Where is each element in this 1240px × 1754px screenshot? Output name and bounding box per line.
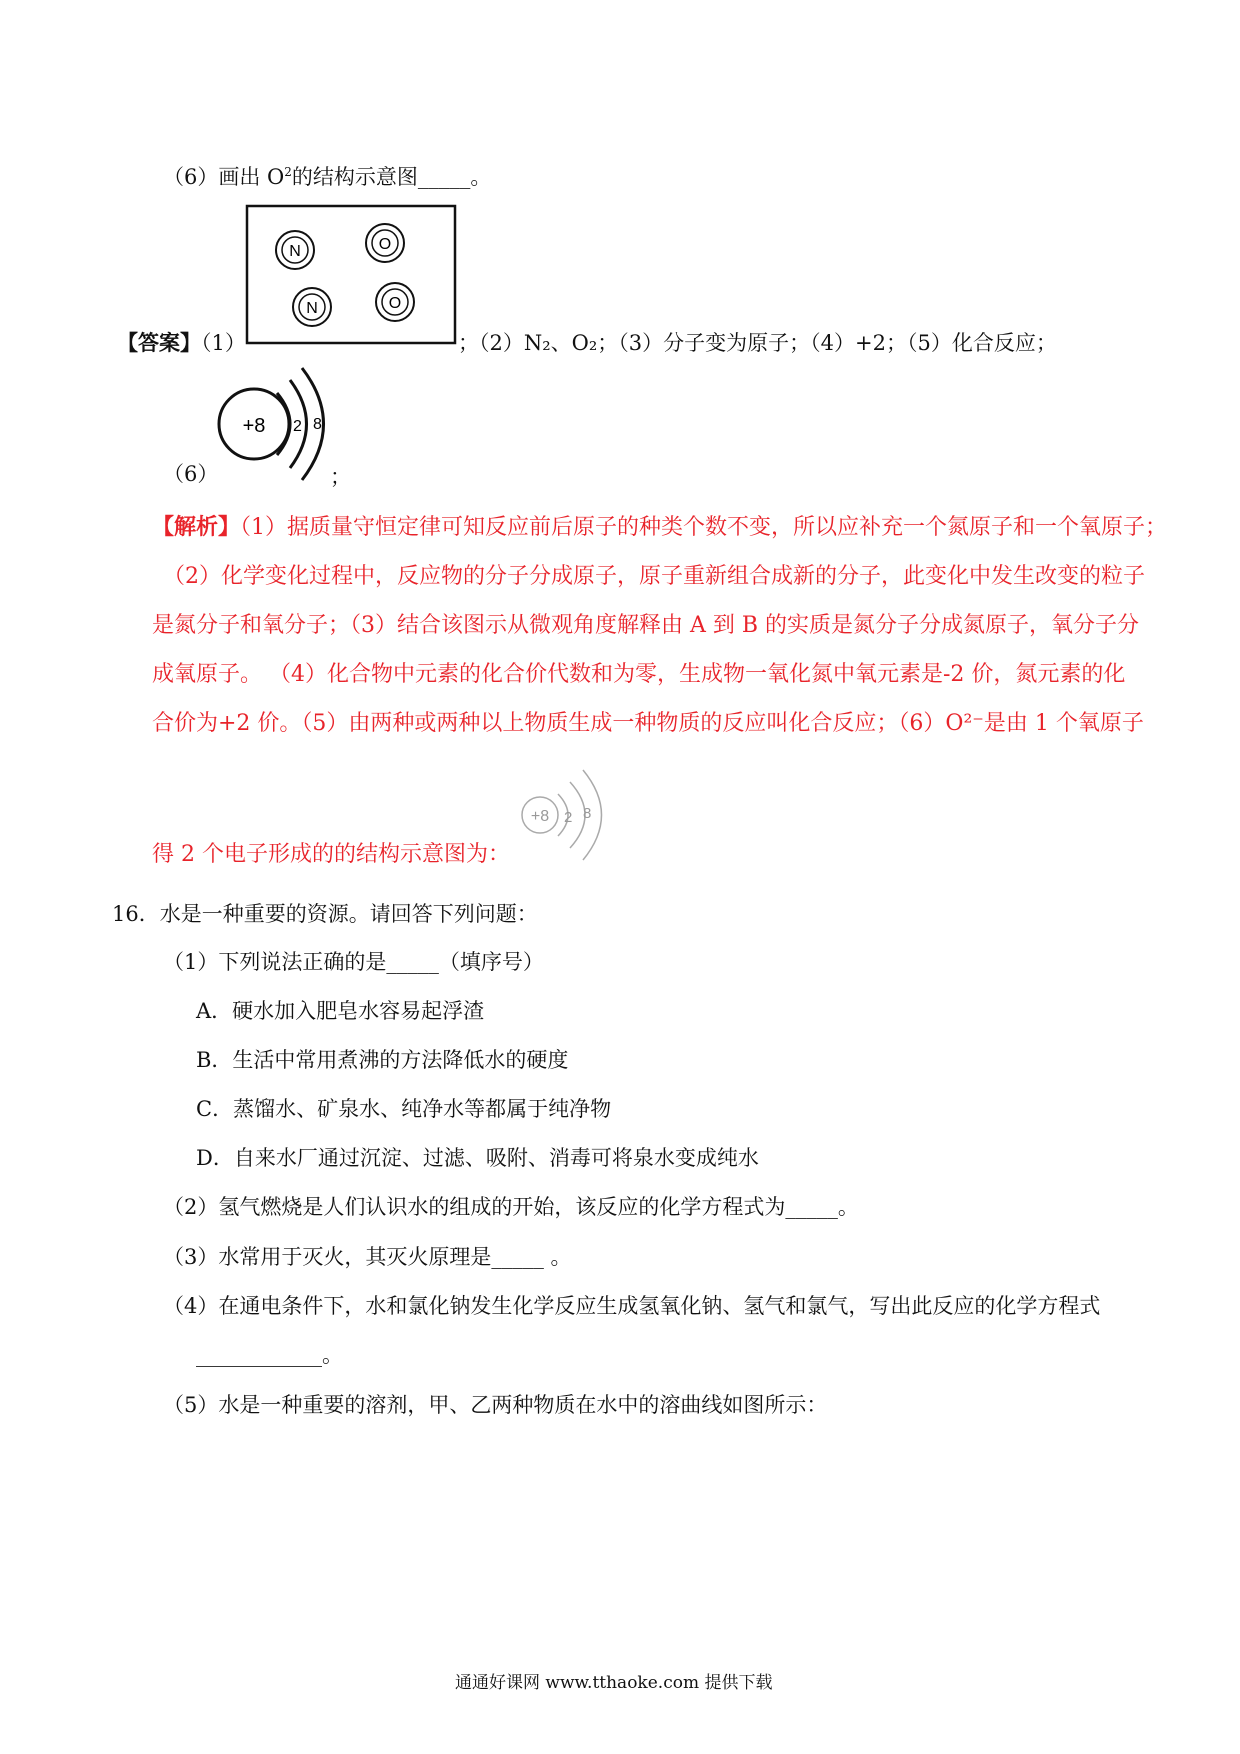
q16-item2: （2）氢气燃烧是人们认识水的组成的开始，该反应的化学方程式为_____。 <box>163 1195 859 1219</box>
q16-item3: （3）水常用于灭火，其灭火原理是_____ 。 <box>163 1245 572 1269</box>
analysis-line-6: 得 2 个电子形成的的结构示意图为： <box>152 842 510 867</box>
analysis-line-4: 成氧原子。 （4）化合物中元素的化合价代数和为零，生成物一氧化氮中氧元素是-2 价，氮元素的化 <box>152 662 1126 687</box>
analysis-line-5: 合价为+2 价。（5）由两种或两种以上物质生成一种物质的反应叫化合反应；（6）O²⁻是由 1 个氧原子 <box>152 711 1144 736</box>
nucleus-charge: +8 <box>242 415 266 437</box>
q16-item5: （5）水是一种重要的溶剂，甲、乙两种物质在水中的溶曲线如图所示： <box>163 1393 828 1417</box>
q15-item6-suffix: 的结构示意图_____。 <box>291 165 492 189</box>
shell-electrons-1: 2 <box>293 418 302 435</box>
atom-label: O <box>388 295 402 312</box>
analysis-line-2: （2）化学变化过程中，反应物的分子分成原子，原子重新组合成新的分子，此变化中发生改变的粒子 <box>163 564 1146 589</box>
q16-option-a: A．硬水加入肥皂水容易起浮渣 <box>196 999 485 1023</box>
q15-item6-superscript: 2 <box>284 165 292 179</box>
answer-part6: （6） <box>163 462 219 486</box>
answer-line-rest: ；（2）N₂、O₂；（3）分子变为原子；（4）+2；（5）化合反应； <box>458 331 1057 355</box>
q16-item4: （4）在通电条件下，水和氯化钠发生化学反应生成氢氧化钠、氢气和氯气，写出此反应的化学方程式 <box>163 1294 1101 1318</box>
answer-line-label <box>117 328 246 358</box>
analysis-line-3: 是氮分子和氧分子；（3）结合该图示从微观角度解释由 A 到 B 的实质是氮分子分成氮原子，氧分子分 <box>152 613 1140 638</box>
analysis-shell-2: 8 <box>583 805 592 822</box>
answer-label: 【答案】 <box>117 330 201 355</box>
q16-stem: 16．水是一种重要的资源。请回答下列问题： <box>112 902 538 926</box>
atom-label: O <box>378 236 392 253</box>
atom-n-1 <box>276 231 314 269</box>
analysis-nucleus-charge: +8 <box>530 808 550 825</box>
analysis-text: （1）据质量守恒定律可知反应前后原子的种类个数不变，所以应补充一个氮原子和一个氧原子； <box>240 515 1168 540</box>
molecule-box-frame <box>247 206 455 343</box>
analysis-label: 【解析】 <box>152 514 241 540</box>
page-footer: 通通好课网 www.tthaoke.com 提供下载 <box>455 1673 773 1693</box>
q16-option-c: C．蒸馏水、矿泉水、纯净水等都属于纯净物 <box>196 1097 612 1121</box>
atom-label: N <box>306 300 318 317</box>
q16-item1: （1）下列说法正确的是_____（填序号） <box>163 950 544 974</box>
q15-item6 <box>163 157 491 192</box>
atom-label: N <box>289 243 301 260</box>
atom-n-2 <box>293 288 331 326</box>
shell-electrons-2: 8 <box>313 416 322 433</box>
atom-o-2 <box>376 283 414 321</box>
analysis-shell-1: 2 <box>564 809 573 826</box>
answer-part6-end: ； <box>330 465 351 489</box>
q15-item6-prefix: （6）画出 O <box>163 165 285 189</box>
q16-option-b: B．生活中常用煮沸的方法降低水的硬度 <box>196 1048 569 1072</box>
analysis-line-1 <box>152 512 1167 543</box>
atom-o-1 <box>366 224 404 262</box>
q16-item4-blank: ____________。 <box>196 1343 343 1367</box>
answer-part1: （1） <box>201 331 246 355</box>
q16-option-d: D．自来水厂通过沉淀、过滤、吸附、消毒可将泉水变成纯水 <box>196 1146 759 1170</box>
